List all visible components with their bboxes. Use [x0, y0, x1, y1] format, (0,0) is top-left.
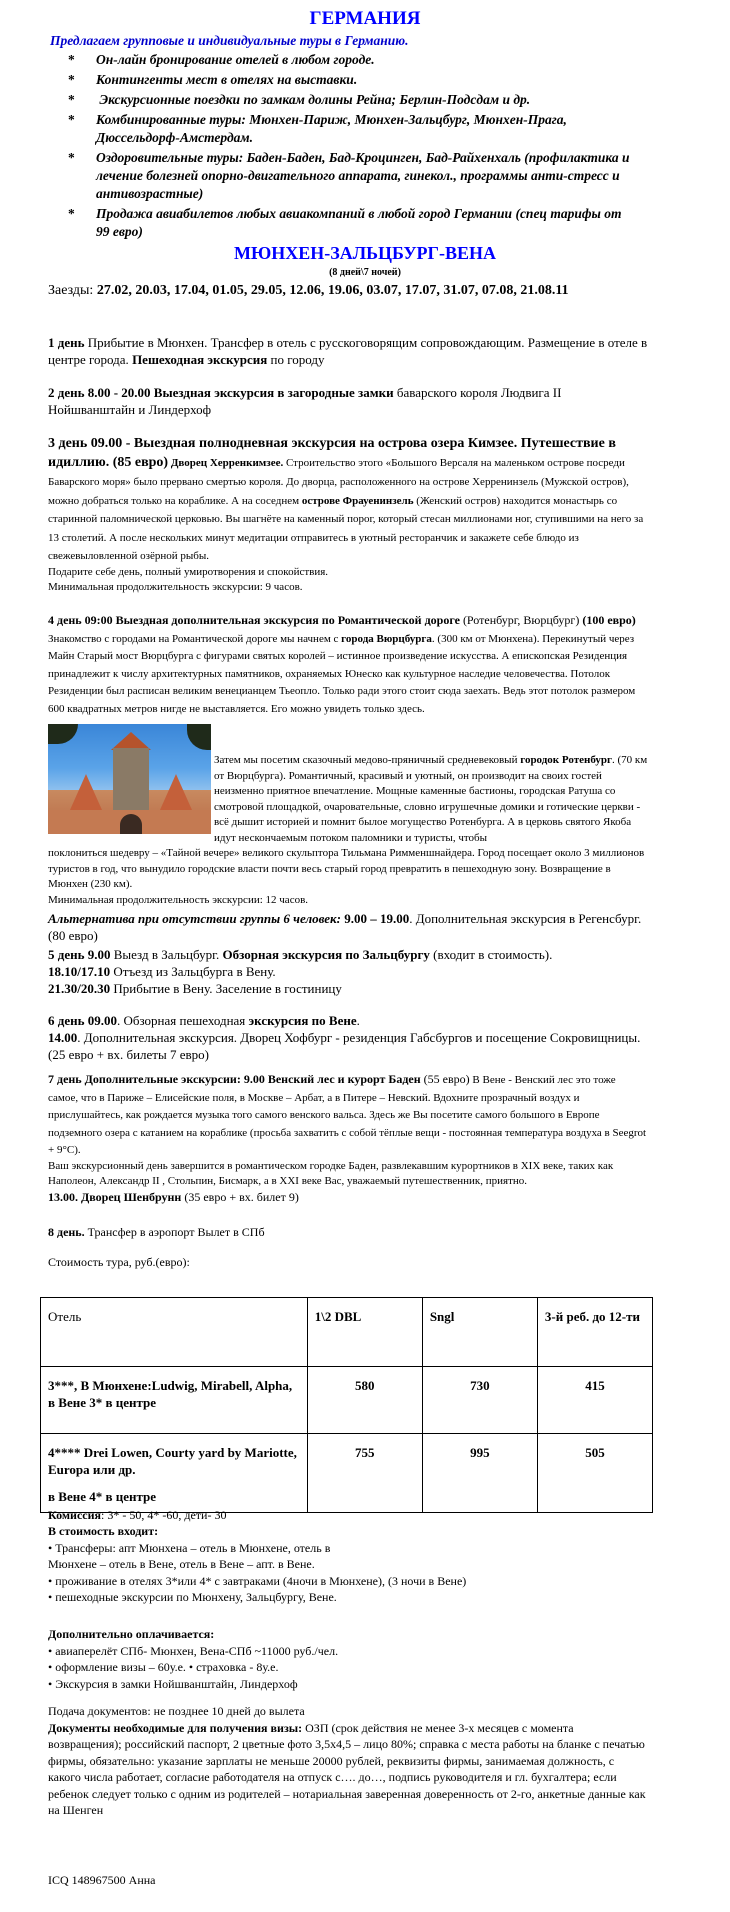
list-item: * Контингенты мест в отелях на выставки. [68, 72, 358, 87]
list-item: Мюнхене – отель в Вене, отель в Вене – апт. в Вене. [48, 1557, 315, 1571]
day-6: 6 день 09.00. Обзорная пешеходная экскурсия по Вене. 14.00. Дополнительная экскурсия. Дворец Хофбург - резиденция Габсбургов и посещение Сокровищницы. (25 евро + вх. билеты 7 евро) [48, 1013, 641, 1062]
day-2: 2 день 8.00 - 20.00 Выездная экскурсия в загородные замки баварского короля Людвига II Нойшванштайн и Линдерхоф [48, 385, 562, 417]
price-dbl: 755 [307, 1434, 422, 1513]
asterisk-icon: * [68, 72, 75, 87]
included-section [48, 1523, 648, 1606]
column-header-sngl: Sngl [422, 1298, 537, 1367]
list-item: • оформление визы – 60у.е. • страховка - 8у.е. [48, 1660, 279, 1674]
day-1: 1 день Прибытие в Мюнхен. Трансфер в отель с русскоговорящим сопровождающим. Размещение в отеле в центре города. Пешеходная экскурсия по городу [48, 335, 648, 367]
asterisk-icon: * [68, 112, 75, 127]
contact: ICQ 148967500 Анна [48, 1873, 156, 1887]
list-item: • Экскурсия в замки Нойшванштайн, Линдерхоф [48, 1676, 298, 1691]
list-item: • проживание в отелях 3*или 4* с завтраками (4ночи в Мюнхене), (3 ночи в Вене) [48, 1573, 467, 1588]
table-row [41, 1367, 653, 1434]
day-5: 5 день 9.00 Выезд в Зальцбург. Обзорная экскурсия по Зальцбургу (входит в стоимость). 18.10/17.10 Отъезд из Зальцбурга в Вену. 21.30/20.30 Прибытие в Вену. Заселение в гостиницу [48, 947, 553, 996]
list-item: * Экскурсионные поездки по замкам долины Рейна; Берлин-Подсдам и др. [68, 92, 531, 107]
price-child: 415 [537, 1367, 652, 1434]
asterisk-icon: * [68, 150, 75, 165]
rothenburg-photo [48, 724, 211, 834]
intro-text: Предлагаем групповые и индивидуальные туры в Германию. [50, 33, 409, 48]
documents-section: Подача документов: не позднее 10 дней до вылета Документы необходимые для получения визы: ОЗП (срок действия не менее 3-х месяцев с момента возвращения); российский паспорт, 2 цветные фото 3,5х4,5 – лицо 80%; справка с места работы на бланке с печатью фирмы, обязательно: указание зарплаты не меньше 20000 рублей, реквизиты фирмы, занимаемая должность, с какого числа работает, согласие работодателя на отпуск с…. до…, подпись руководителя и гл. бухгалтера; если ребенок следует только с одним из родителей – нотариальная заверенная доверенность от 2-го, анкетные данные как на Шенген [48, 1704, 646, 1817]
column-header-dbl: 1\2 DBL [307, 1298, 422, 1367]
list-item: * Продажа авиабилетов любых авиакомпаний в любой город Германии (спец тарифы от 99 евро) [68, 206, 622, 239]
rothenburg-text: Затем мы посетим сказочный медово-пряничный средневековый городок Ротенбург. (70 км от Вюрцбурга). Романтичный, красивый и уютный, он производит на своих гостей неизменно приятное впечатление. Мощные каменные бастионы, городская Ратуша со смотровой площадкой, очаровательные, словно игрушечные домики и готические церкви - всё дышит историей и помнит былое могущество Ротенбурга. А в церковь святого Якоба идут нескончаемым потоком паломники и туристы, чтобы [214, 754, 648, 844]
price-table [40, 1297, 653, 1513]
list-item: * Комбинированные туры: Мюнхен-Париж, Мюнхен-Зальцбург, Мюнхен-Прага, Дюссельдорф-Амстердам. [68, 112, 567, 145]
price-child: 505 [537, 1434, 652, 1513]
commission: Комиссия: 3* - 50, 4* -60, дети- 30 [48, 1508, 227, 1522]
extra-section [48, 1626, 648, 1692]
tour-dates: Заезды: 27.02, 20.03, 17.04, 01.05, 29.05, 12.06, 19.06, 03.07, 17.07, 31.07, 07.08, 21.08.11 [48, 283, 569, 298]
asterisk-icon: * [68, 92, 75, 107]
day-4: 4 день 09:00 Выездная дополнительная экскурсия по Романтической дороге (Ротенбург, Вюрцбург) (100 евро) Знакомство с городами на Романтической дороге мы начнем с города Вюрцбурга. (300 км от Мюнхена). Перекинутый через Майн Старый мост Вюрцбурга с фигурами святых королей – истинное произведение искусства. А епископская Резиденция принадлежит к числу архитектурных памятников, охраняемых Юнеско как культурное наследие человечества. Потолок Резиденции был расписан великим венецианцем Тьеопло. Только ради этого стоит сюда заехать. Ведь этот потолок размером 600 квадратных метров нигде не выставляется. Его можно увидеть только здесь. [48, 613, 636, 715]
price-sngl: 730 [422, 1367, 537, 1434]
list-item: • авиаперелёт СПб- Мюнхен, Вена-СПб ~11000 руб./чел. [48, 1643, 339, 1658]
price-caption: Стоимость тура, руб.(евро): [48, 1255, 190, 1269]
asterisk-icon: * [68, 206, 75, 221]
column-header-hotel: Отель [41, 1298, 308, 1367]
included-title: В стоимость входит: [48, 1524, 159, 1538]
tour-duration: (8 дней\7 ночей) [329, 267, 401, 278]
list-item: * Он-лайн бронирование отелей в любом городе. [68, 52, 375, 67]
list-item: * Оздоровительные туры: Баден-Баден, Бад-Кроцинген, Бад-Райхенхаль (профилактика и лечение болезней опорно-двигательного аппарата, гинекол., программы анти-стресс и антивозрастные) [68, 150, 630, 201]
tour-title: МЮНХЕН-ЗАЛЬЦБУРГ-ВЕНА [233, 243, 496, 263]
day-7: 7 день Дополнительные экскурсии: 9.00 Венский лес и курорт Баден (55 евро) В Вене - Венский лес это тоже самое, что в Париже – Елисейские поля, в Москве – Арбат, а в Питере – Невский. Вдохните прозрачный воздух и прислушайтесь, как рождается музыка того самого венского вальса. Здесь же Вы посетите самого большого в Европе подземного озера с катанием на кораблике (просьба захватить с собой тёплые вещи - постоянная температура воздуха в Seegrot + 9°C). Ваш экскурсионный день завершится в романтическом городке Баден, развлекавшим курортников в XIX веке, таких как Наполеон, Александр II , Стольпин, Бисмарк, а в XXI веке Вас, уважаемый путешественник, приятно. 13.00. Дворец Шенбрунн (35 евро + вх. билет 9) [48, 1072, 647, 1204]
table-header-row [41, 1298, 653, 1367]
table-row [41, 1434, 653, 1513]
hotel-cell: 4**** Drei Lowen, Courty yard by Mariotte, Europa или др. в Вене 4* в центре [41, 1434, 308, 1513]
list-item: • пешеходные экскурсии по Мюнхену, Зальцбургу, Вене. [48, 1590, 337, 1604]
services-list [68, 51, 638, 243]
day-4-alternative: Альтернатива при отсутствии группы 6 человек: 9.00 – 19.00. Дополнительная экскурсия в Регенсбург. (80 евро) [48, 911, 642, 943]
hotel-cell: 3***, В Мюнхене:Ludwig, Mirabell, Alpha, в Вене 3* в центре [41, 1367, 308, 1434]
day-8: 8 день. Трансфер в аэропорт Вылет в СПб [48, 1225, 265, 1239]
list-item: • Трансферы: апт Мюнхена – отель в Мюнхене, отель в [48, 1540, 331, 1555]
day-4-continued: поклониться шедевру – «Тайной вечере» великого скульптора Тильмана Римменшнайдера. Город посещает около 3 миллионов туристов в год, что вынудило городские власти почти весь старый город превратить в пешеходную зону. Возвращение в Мюнхен (230 км). Минимальная продолжительность экскурсии: 12 часов. [48, 847, 645, 906]
day-3: 3 день 09.00 - Выездная полнодневная экскурсия на острова озера Кимзее. Путешествие в идиллию. (85 евро) Дворец Херренкимзее. Строительство этого «Большого Версаля на маленьком острове посреди Баварского моря» было прервано смертью короля. До дворца, расположенного на острове Херренинзель (Мужской остров), можно добраться только на кораблике. А на соседнем острове Фрауенинзель (Женский остров) находится монастырь со старинной паломнической церковью. Вы шагнёте на каменный порог, который стесан миллионами ног, ступившими на него за 13 столетий. А после нескольких минут медитации отправитесь в уютный ресторанчик и закажете себе блюдо из свежевыловленной озёрной рыбы. Подарите себе день, полный умиротворения и спокойствия. Минимальная продолжительность экскурсии: 9 часов. [48, 436, 644, 593]
price-dbl: 580 [307, 1367, 422, 1434]
page-title: ГЕРМАНИЯ [309, 8, 421, 29]
price-sngl: 995 [422, 1434, 537, 1513]
extra-title: Дополнительно оплачивается: [48, 1627, 215, 1641]
column-header-child: 3-й реб. до 12-ти [537, 1298, 652, 1367]
asterisk-icon: * [68, 52, 75, 67]
